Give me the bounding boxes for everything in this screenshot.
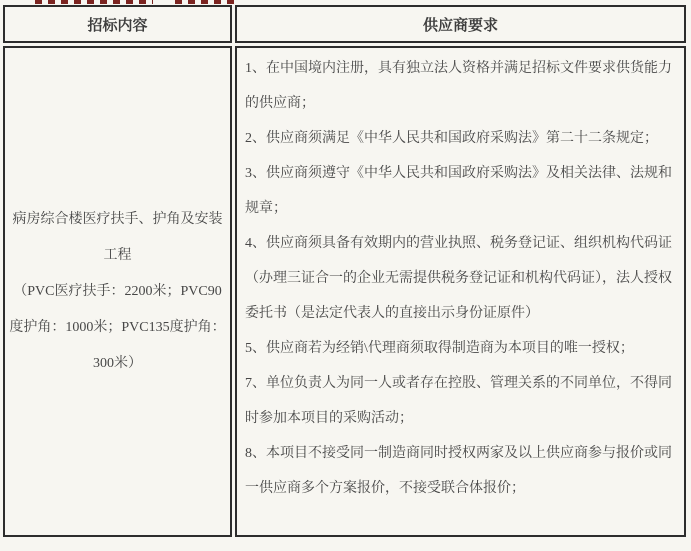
header-tender-content-label: 招标内容	[87, 17, 148, 34]
header-tender-content	[3, 5, 232, 43]
header-supplier-requirements-label: 供应商要求	[422, 17, 498, 34]
tender-requirements-table	[0, 2, 689, 540]
tender-content-cell	[3, 46, 232, 537]
table-header-row	[3, 5, 686, 43]
table-body-row	[3, 46, 686, 537]
supplier-requirements-cell	[235, 46, 686, 537]
requirement-item: 1、在中国境内注册，具有独立法人资格并满足招标文件要求供货能力的供应商；	[245, 61, 672, 111]
requirement-item: 7、单位负责人为同一人或者存在控股、管理关系的不同单位，不得同时参加本项目的采购活动；	[245, 376, 672, 426]
requirement-item: 8、本项目不接受同一制造商同时授权两家及以上供应商参与报价或同一供应商多个方案报价，不接受联合体报价；	[245, 446, 672, 496]
header-supplier-requirements	[235, 5, 686, 43]
requirement-item: 3、供应商须遵守《中华人民共和国政府采购法》及相关法律、法规和规章；	[245, 166, 672, 216]
requirement-item: 2、供应商须满足《中华人民共和国政府采购法》第二十二条规定；	[245, 131, 658, 146]
tender-project-title: 病房综合楼医疗扶手、护角及安装工程	[12, 211, 223, 263]
requirement-item: 4、供应商须具备有效期内的营业执照、税务登记证、组织机构代码证（办理三证合一的企业无需提供税务登记证和机构代码证），法人授权委托书（是法定代表人的直接出示身份证原件）	[245, 236, 672, 321]
tender-project-detail: （PVC医疗扶手：2200米；PVC90度护角：1000米；PVC135度护角：300米）	[9, 283, 226, 371]
requirement-item: 5、供应商若为经销\代理商须取得制造商为本项目的唯一授权；	[245, 341, 634, 356]
